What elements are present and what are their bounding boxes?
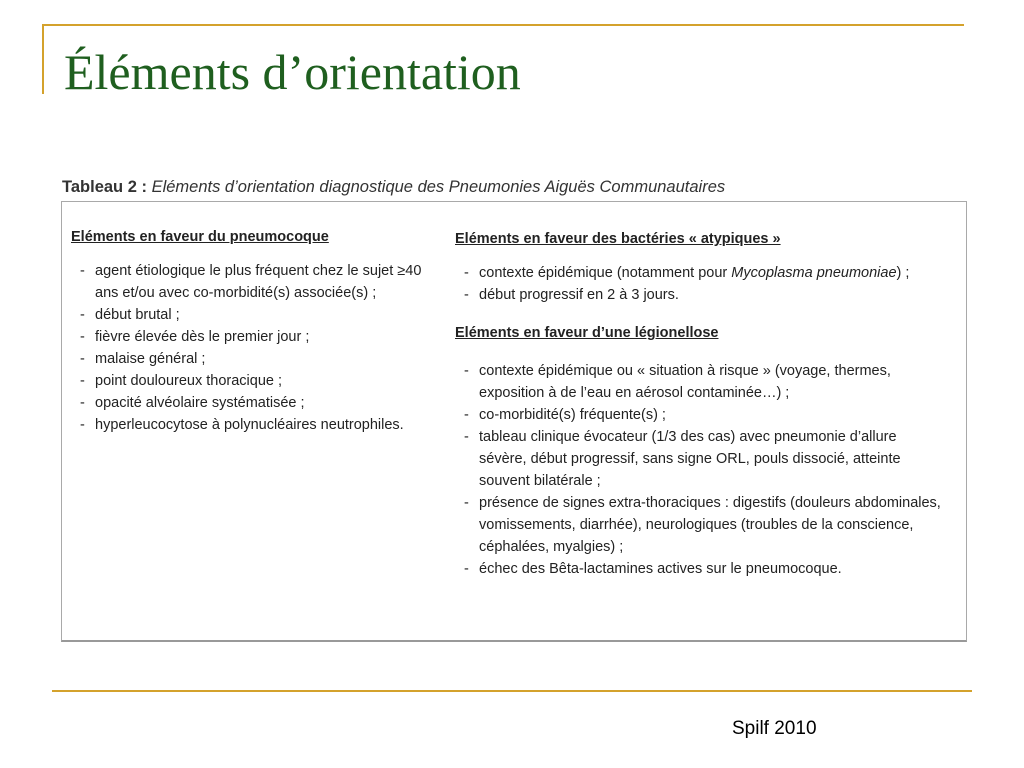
atypical-list — [455, 262, 945, 306]
table-caption-text: Eléments d’orientation diagnostique des Pneumonies Aiguës Communautaires — [151, 178, 726, 196]
footer-divider — [52, 690, 972, 692]
list-item: - opacité alvéolaire systématisée ; — [71, 392, 441, 414]
legionella-list — [455, 360, 945, 580]
list-item: - point douloureux thoracique ; — [71, 370, 441, 392]
atypical-item1-post: ) ; — [896, 265, 910, 281]
list-item: - début brutal ; — [71, 304, 441, 326]
list-item: - contexte épidémique ou « situation à risque » (voyage, thermes, exposition à de l’eau en aérosol contaminée…) ; — [455, 360, 945, 404]
accent-vertical-line — [42, 24, 44, 94]
list-item: - tableau clinique évocateur (1/3 des cas) avec pneumonie d’allure sévère, début progressif, sans signe ORL, pouls dissocié, atteinte souvent bilatérale ; — [455, 426, 945, 492]
atypical-item1-pre: contexte épidémique (notamment pour — [479, 265, 732, 281]
pneumococcus-heading: Eléments en faveur du pneumocoque — [71, 229, 329, 245]
accent-top-line — [42, 24, 964, 26]
orientation-table — [61, 201, 967, 642]
list-item: - hyperleucocytose à polynucléaires neutrophiles. — [71, 414, 441, 436]
pneumococcus-column — [71, 226, 441, 436]
footer-source: Spilf 2010 — [732, 718, 817, 739]
table-caption — [62, 178, 725, 197]
atypical-item1-organism: Mycoplasma pneumoniae — [731, 265, 897, 281]
pneumococcus-list — [71, 260, 441, 436]
list-item: - co-morbidité(s) fréquente(s) ; — [455, 404, 945, 426]
list-item: - fièvre élevée dès le premier jour ; — [71, 326, 441, 348]
list-item — [455, 262, 945, 284]
list-item: - présence de signes extra-thoraciques : digestifs (douleurs abdominales, vomissements, diarrhée), neurologiques (troubles de la conscience, céphalées, myalgies) ; — [455, 492, 945, 558]
atypical-heading: Eléments en faveur des bactéries « atypiques » — [455, 231, 781, 247]
slide-title: Éléments d’orientation — [64, 44, 521, 100]
atypical-column — [455, 228, 945, 580]
list-item: - malaise général ; — [71, 348, 441, 370]
list-item: - début progressif en 2 à 3 jours. — [455, 284, 945, 306]
table-caption-label: Tableau 2 : — [62, 178, 147, 196]
list-item: - agent étiologique le plus fréquent chez le sujet ≥40 ans et/ou avec co-morbidité(s) associée(s) ; — [71, 260, 441, 304]
legionella-heading: Eléments en faveur d’une légionellose — [455, 325, 719, 341]
list-item: - échec des Bêta-lactamines actives sur le pneumocoque. — [455, 558, 945, 580]
